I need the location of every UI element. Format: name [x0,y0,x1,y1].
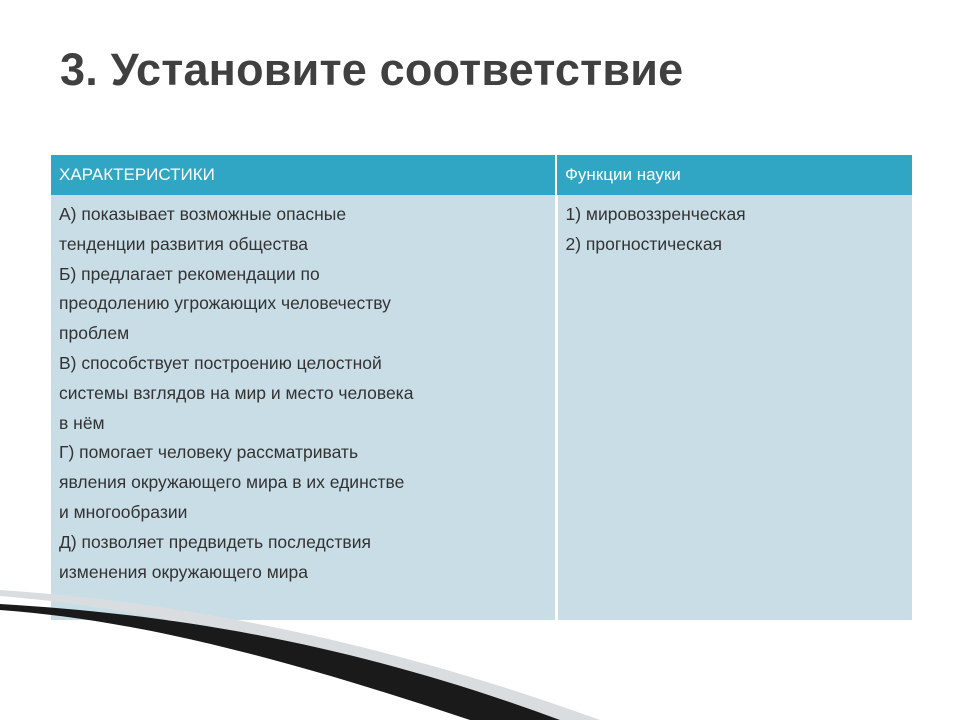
function-line: 1) мировоззренческая [565,204,746,224]
characteristics-cell [51,195,556,620]
characteristic-line: в нём [59,412,105,433]
matching-table [51,155,912,620]
functions-cell [556,195,912,620]
characteristic-line: Б) предлагает рекомендации по [59,263,320,284]
characteristic-line: Д) позволяет предвидеть последствия [59,531,371,552]
characteristic-line: В) способствует построению целостной [59,352,382,373]
decorative-swoosh [0,590,960,720]
characteristic-line: и многообразии [59,501,188,522]
characteristic-line: А) показывает возможные опасные [59,204,347,224]
characteristic-line: явления окружающего мира в их единстве [59,472,405,493]
header-functions: Функции науки [556,155,912,195]
characteristic-line: системы взглядов на мир и место человека [59,382,414,403]
table-header-row [51,155,912,195]
function-line: 2) прогностическая [565,233,723,254]
characteristic-line: тенденции развития общества [59,233,309,254]
characteristic-line: проблем [59,323,130,344]
characteristic-line: изменения окружающего мира [59,561,308,582]
header-characteristics: ХАРАКТЕРИСТИКИ [51,155,556,195]
characteristic-line: Г) помогает человеку рассматривать [59,442,359,463]
slide-title: 3. Установите соответствие [60,44,684,95]
characteristic-line: преодолению угрожающих человечеству [59,293,391,314]
table-body-row [51,195,912,620]
